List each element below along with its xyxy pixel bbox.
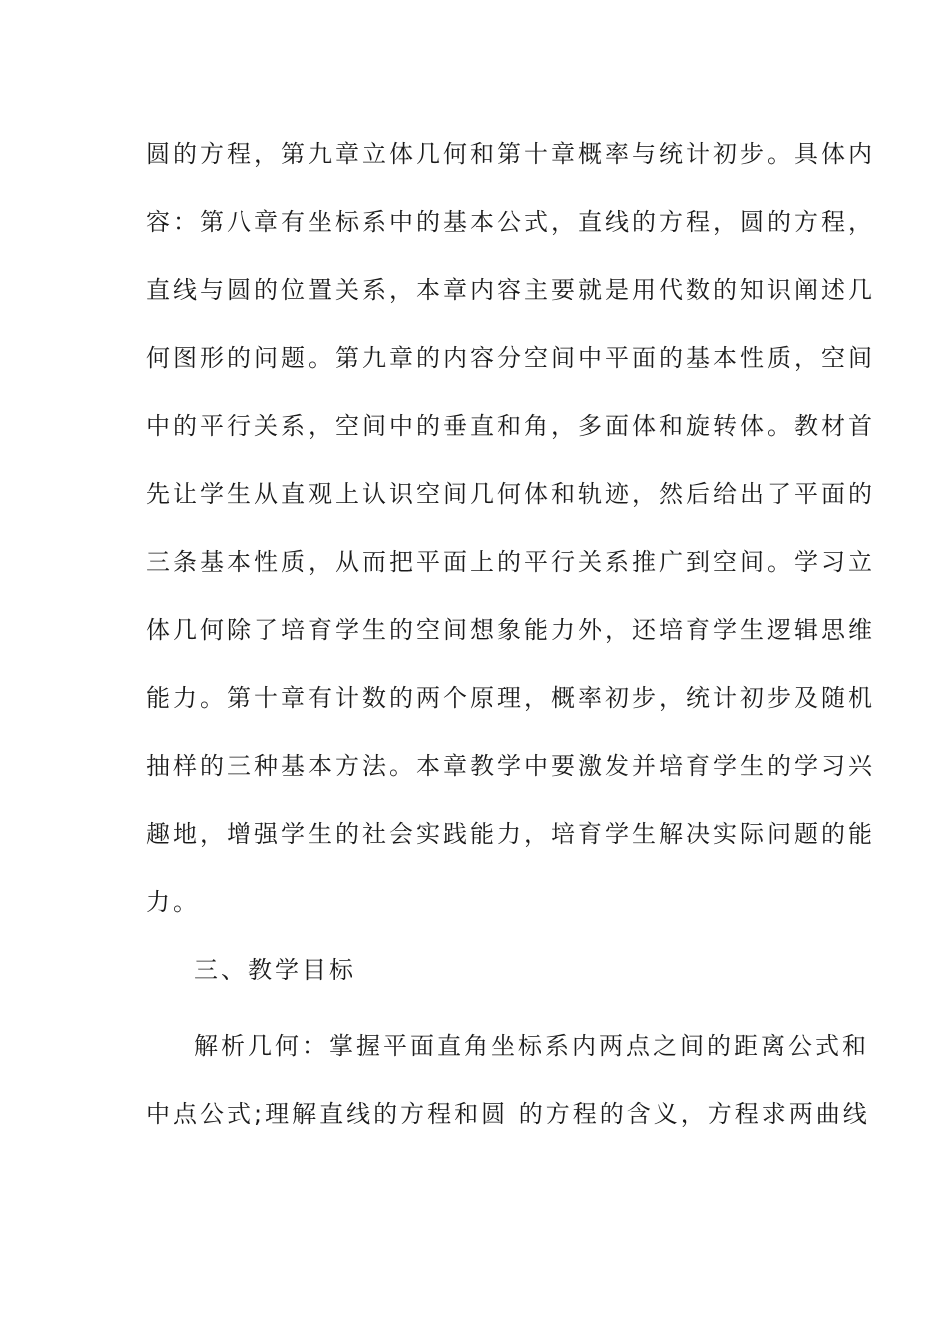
text-line: 趣地，增强学生的社会实践能力，培育学生解决实际问题的能 [146, 820, 875, 848]
text-line: 圆的方程，第九章立体几何和第十章概率与统计初步。具体内 [146, 140, 875, 168]
text-line: 抽样的三种基本方法。本章教学中要激发并培育学生的学习兴 [146, 752, 875, 780]
paragraph-chapter-content [146, 128, 875, 944]
text-line: 三条基本性质，从而把平面上的平行关系推广到空间。学习立 [146, 548, 875, 576]
text-line: 体几何除了培育学生的空间想象能力外，还培育学生逻辑思维 [146, 616, 875, 644]
section-heading: 三、教学目标 [194, 956, 356, 984]
paragraph-teaching-goals [146, 1020, 870, 1156]
text-line: 能力。第十章有计数的两个原理，概率初步，统计初步及随机 [146, 684, 875, 712]
text-column [146, 128, 875, 1156]
text-line: 何图形的问题。第九章的内容分空间中平面的基本性质，空间 [146, 344, 875, 372]
text-line: 直线与圆的位置关系，本章内容主要就是用代数的知识阐述几 [146, 276, 875, 304]
text-line: 力。 [146, 888, 200, 916]
text-line: 先让学生从直观上认识空间几何体和轨迹，然后给出了平面的 [146, 480, 875, 508]
text-line: 中点公式;理解直线的方程和圆 的方程的含义，方程求两曲线 [146, 1100, 870, 1128]
text-line: 解析几何：掌握平面直角坐标系内两点之间的距离公式和 [194, 1032, 869, 1060]
text-line: 容：第八章有坐标系中的基本公式，直线的方程，圆的方程， [146, 208, 875, 236]
text-line: 中的平行关系，空间中的垂直和角，多面体和旋转体。教材首 [146, 412, 875, 440]
